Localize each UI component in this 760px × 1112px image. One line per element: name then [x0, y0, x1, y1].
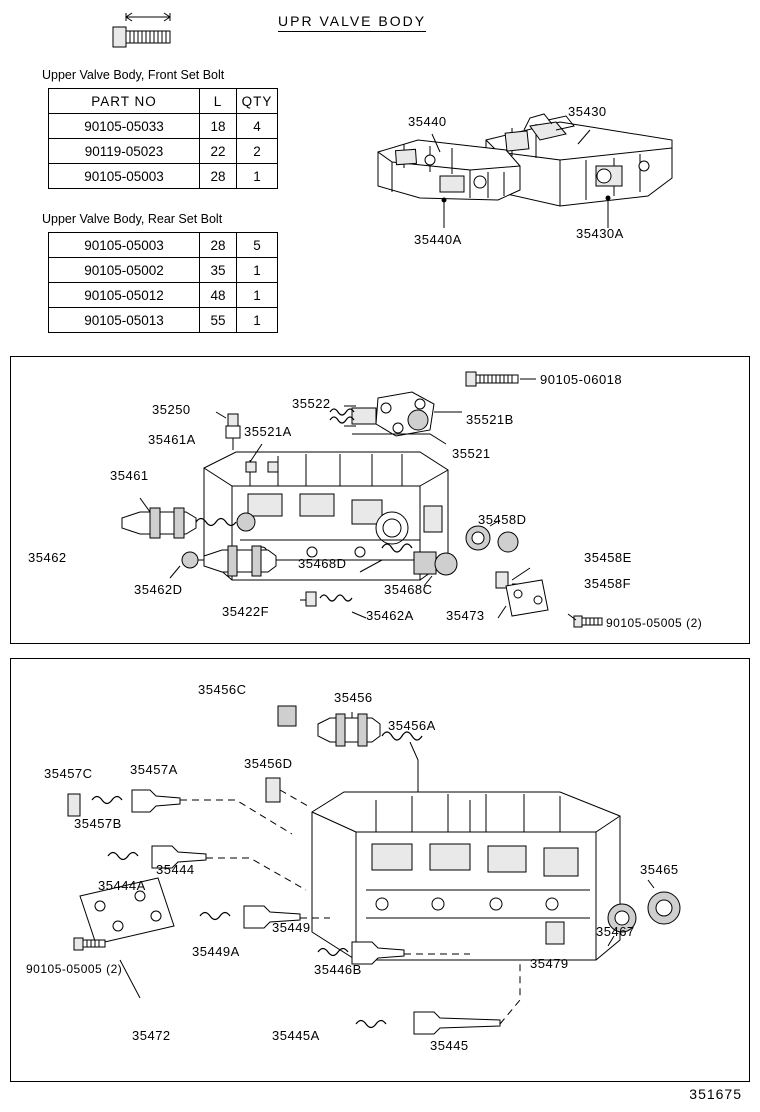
- callout-90105-05005-2-bottom: 90105-05005 (2): [26, 962, 123, 976]
- table-row: [49, 283, 278, 308]
- cell-qty: 1: [237, 308, 278, 333]
- callout-90105-06018: 90105-06018: [540, 372, 623, 387]
- table-row: [49, 308, 278, 333]
- callout-35444A: 35444A: [98, 878, 146, 893]
- callout-35458D: 35458D: [478, 512, 527, 527]
- callout-35430: 35430: [568, 104, 607, 119]
- cell-qty: 4: [237, 114, 278, 139]
- callout-35458F: 35458F: [584, 576, 632, 591]
- callout-35462A: 35462A: [366, 608, 414, 623]
- callout-35444: 35444: [156, 862, 195, 877]
- front-set-bolt-caption: Upper Valve Body, Front Set Bolt: [42, 68, 225, 82]
- table-row: [49, 258, 278, 283]
- callout-35422F: 35422F: [222, 604, 270, 619]
- callout-35521B: 35521B: [466, 412, 514, 427]
- table-header-row: [49, 89, 278, 114]
- table-row: [49, 139, 278, 164]
- cell-l: 28: [200, 233, 237, 258]
- cell-part-no: 90119-05023: [49, 139, 200, 164]
- bottom-panel-frame: [10, 658, 750, 1082]
- callout-35521A: 35521A: [244, 424, 292, 439]
- table-row: [49, 164, 278, 189]
- cell-l: 22: [200, 139, 237, 164]
- cell-part-no: 90105-05002: [49, 258, 200, 283]
- callout-35456D: 35456D: [244, 756, 293, 771]
- rear-set-bolt-table: [48, 232, 278, 333]
- callout-35462D: 35462D: [134, 582, 183, 597]
- callout-35445A: 35445A: [272, 1028, 320, 1043]
- callout-35465: 35465: [640, 862, 679, 877]
- callout-35479: 35479: [530, 956, 569, 971]
- cell-l: 55: [200, 308, 237, 333]
- cell-part-no: 90105-05013: [49, 308, 200, 333]
- callout-35522: 35522: [292, 396, 331, 411]
- cell-l: 48: [200, 283, 237, 308]
- cell-l: 18: [200, 114, 237, 139]
- callout-35461A: 35461A: [148, 432, 196, 447]
- cell-part-no: 90105-05003: [49, 233, 200, 258]
- rear-set-bolt-caption: Upper Valve Body, Rear Set Bolt: [42, 212, 223, 226]
- cell-l: 28: [200, 164, 237, 189]
- page-title: UPR VALVE BODY: [278, 13, 426, 32]
- cell-part-no: 90105-05033: [49, 114, 200, 139]
- callout-35449A: 35449A: [192, 944, 240, 959]
- callout-35461: 35461: [110, 468, 149, 483]
- bolt-icon-top: [113, 13, 170, 47]
- callout-35456A: 35456A: [388, 718, 436, 733]
- callout-35468D: 35468D: [298, 556, 347, 571]
- col-part-no: PART NO: [49, 89, 200, 114]
- callout-35456: 35456: [334, 690, 373, 705]
- callout-90105-05005-2-mid: 90105-05005 (2): [606, 616, 703, 630]
- cell-qty: 1: [237, 164, 278, 189]
- cell-l: 35: [200, 258, 237, 283]
- col-l: L: [200, 89, 237, 114]
- callout-35457A: 35457A: [130, 762, 178, 777]
- callout-35440: 35440: [408, 114, 447, 129]
- table-row: [49, 233, 278, 258]
- callout-35472: 35472: [132, 1028, 171, 1043]
- cell-qty: 1: [237, 283, 278, 308]
- cell-qty: 1: [237, 258, 278, 283]
- figure-number: 351675: [689, 1086, 742, 1102]
- cell-qty: 2: [237, 139, 278, 164]
- callout-35457B: 35457B: [74, 816, 122, 831]
- callout-35473: 35473: [446, 608, 485, 623]
- callout-35445: 35445: [430, 1038, 469, 1053]
- callout-35467: 35467: [596, 924, 635, 939]
- callout-35462: 35462: [28, 550, 67, 565]
- callout-35449: 35449: [272, 920, 311, 935]
- callout-35468C: 35468C: [384, 582, 433, 597]
- callout-35440A: 35440A: [414, 232, 462, 247]
- callout-35521: 35521: [452, 446, 491, 461]
- callout-35250: 35250: [152, 402, 191, 417]
- cell-qty: 5: [237, 233, 278, 258]
- cell-part-no: 90105-05003: [49, 164, 200, 189]
- callout-35456C: 35456C: [198, 682, 247, 697]
- col-qty: QTY: [237, 89, 278, 114]
- upper-valve-body-assembly-illustration: [378, 114, 672, 228]
- callout-35430A: 35430A: [576, 226, 624, 241]
- callout-35458E: 35458E: [584, 550, 632, 565]
- callout-35457C: 35457C: [44, 766, 93, 781]
- table-row: [49, 114, 278, 139]
- callout-35446B: 35446B: [314, 962, 362, 977]
- front-set-bolt-table: [48, 88, 278, 189]
- cell-part-no: 90105-05012: [49, 283, 200, 308]
- mid-panel-frame: [10, 356, 750, 644]
